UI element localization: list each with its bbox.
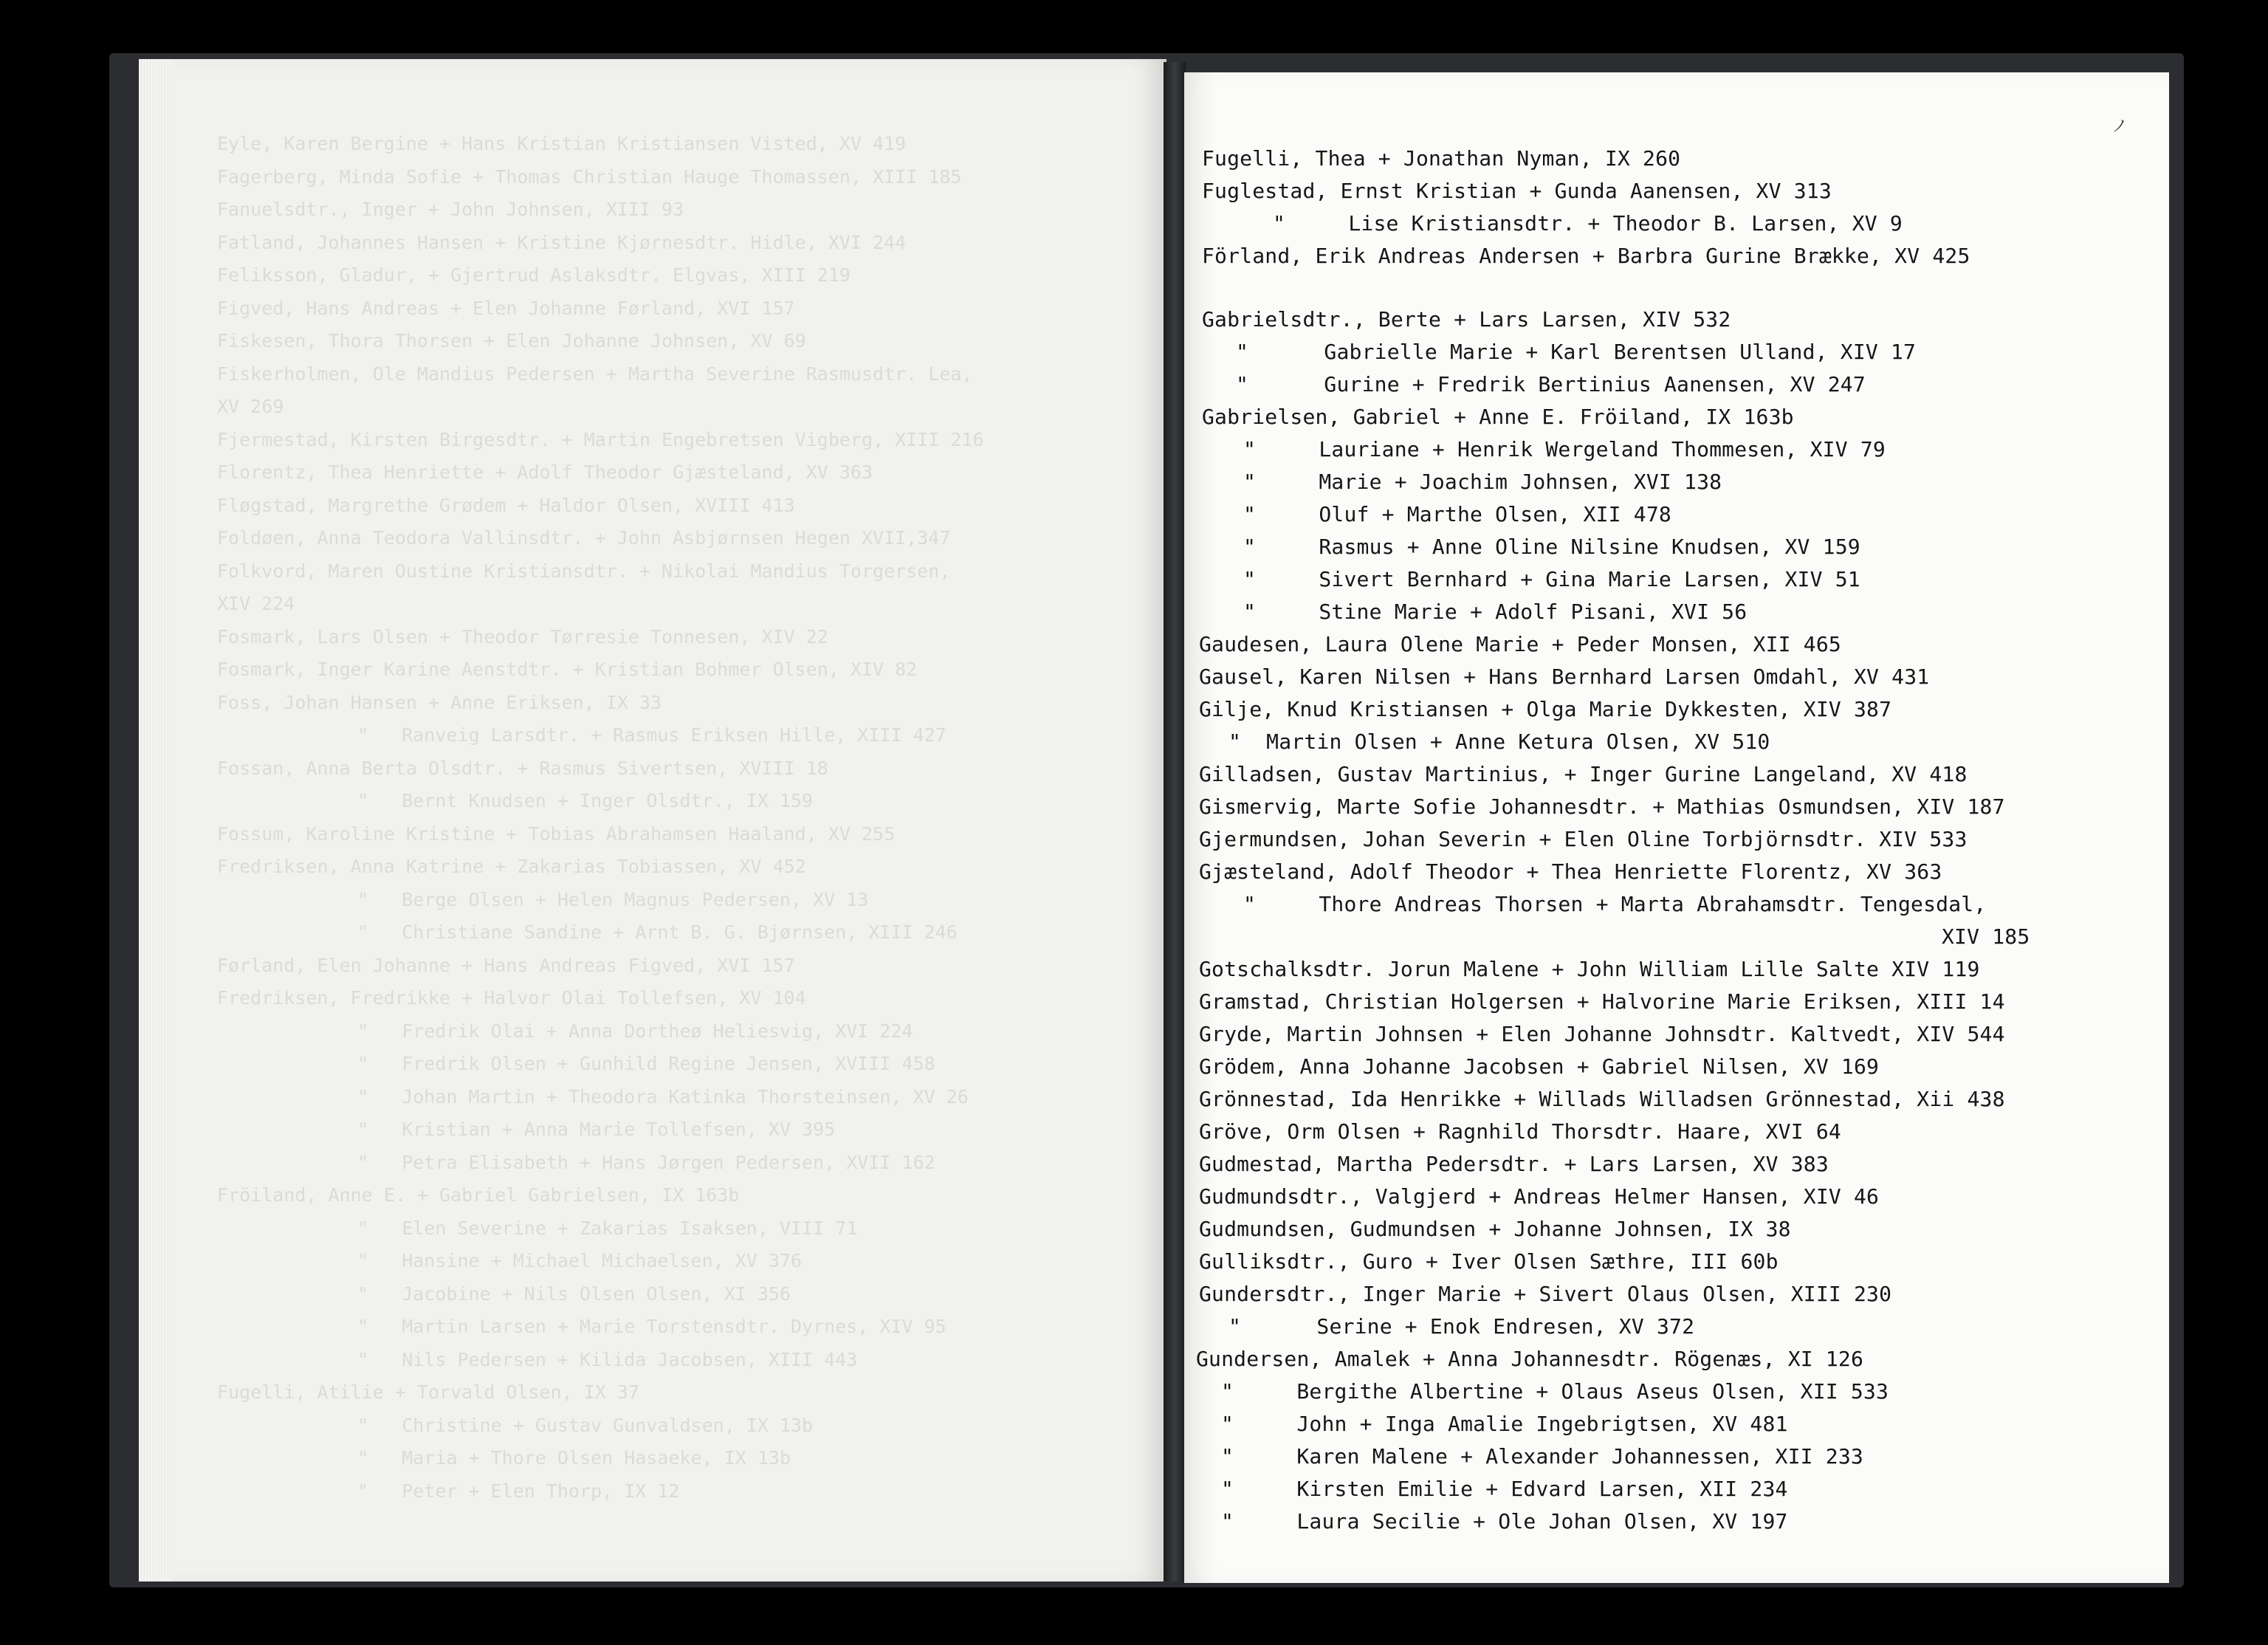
index-entry: " Gurine + Fredrik Bertinius Aanensen, XV 247 <box>1236 372 1866 396</box>
faded-line: Figved, Hans Andreas + Elen Johanne Førland, XVI 157 <box>217 297 795 319</box>
faded-line: Feliksson, Gladur, + Gjertrud Aslaksdtr. Elgvas, XIII 219 <box>217 264 850 286</box>
faded-line: XIV 224 <box>217 593 295 614</box>
index-entry: Fuglestad, Ernst Kristian + Gunda Aanensen, XV 313 <box>1202 179 1832 203</box>
faded-line: " Petra Elisabeth + Hans Jørgen Pedersen, XVII 162 <box>357 1151 935 1173</box>
faded-line: " Fredrik Olai + Anna Dortheø Heliesvig, XVI 224 <box>357 1020 913 1042</box>
index-entry: " Karen Malene + Alexander Johannessen, XII 233 <box>1221 1444 1863 1469</box>
faded-line: Fagerberg, Minda Sofie + Thomas Christian Hauge Thomassen, XIII 185 <box>217 165 962 188</box>
index-entry: " Lise Kristiansdtr. + Theodor B. Larsen, XV 9 <box>1273 211 1903 236</box>
index-entry: Gilladsen, Gustav Martinius, + Inger Gurine Langeland, XV 418 <box>1199 762 1968 786</box>
faded-line: Fiskesen, Thora Thorsen + Elen Johanne Johnsen, XV 69 <box>217 330 806 351</box>
index-entry: " Thore Andreas Thorsen + Marta Abrahamsdtr. Tengesdal, <box>1243 892 1987 916</box>
faded-line: Fredriksen, Fredrikke + Halvor Olai Tollefsen, XV 104 <box>217 987 806 1009</box>
left-page <box>173 59 1166 1582</box>
index-entry: " Lauriane + Henrik Wergeland Thommesen, XIV 79 <box>1243 437 1886 461</box>
index-entry: Gabrielsen, Gabriel + Anne E. Fröiland, IX 163b <box>1202 405 1794 429</box>
index-entry: " Oluf + Marthe Olsen, XII 478 <box>1243 502 1671 526</box>
index-entry: " Kirsten Emilie + Edvard Larsen, XII 234 <box>1221 1477 1788 1501</box>
faded-line: " Nils Pedersen + Kilida Jacobsen, XIII 443 <box>357 1348 858 1370</box>
faded-line: " Kristian + Anna Marie Tollefsen, XV 395 <box>357 1119 836 1140</box>
index-entry: " Bergithe Albertine + Olaus Aseus Olsen, XII 533 <box>1221 1379 1889 1404</box>
faded-line: Fanuelsdtr., Inger + John Johnsen, XIII 93 <box>217 199 684 220</box>
index-entry: " John + Inga Amalie Ingebrigtsen, XV 481 <box>1221 1412 1788 1436</box>
faded-line: " Maria + Thore Olsen Hasaeke, IX 13b <box>357 1447 791 1469</box>
faded-line: Fløgstad, Margrethe Grødem + Haldor Olsen, XVIII 413 <box>217 494 795 516</box>
faded-line: " Elen Severine + Zakarias Isaksen, VIII 71 <box>357 1217 858 1239</box>
bleed-through-text <box>173 59 1166 1582</box>
faded-line: Fiskerholmen, Ole Mandius Pedersen + Martha Severine Rasmusdtr. Lea, <box>217 363 973 385</box>
faded-line: Eyle, Karen Bergine + Hans Kristian Kristiansen Visted, XV 419 <box>217 133 907 154</box>
book-gutter <box>1164 62 1186 1582</box>
faded-line: " Christiane Sandine + Arnt B. G. Bjørnsen, XIII 246 <box>357 921 958 943</box>
corner-mark: ノ <box>2111 117 2128 136</box>
faded-line: Fugelli, Atilie + Torvald Olsen, IX 37 <box>217 1381 639 1403</box>
index-entry: Gaudesen, Laura Olene Marie + Peder Monsen, XII 465 <box>1199 632 1841 656</box>
faded-line: XV 269 <box>217 396 284 417</box>
faded-line: Fjermestad, Kirsten Birgesdtr. + Martin Engebretsen Vigberg, XIII 216 <box>217 428 984 450</box>
faded-line: Fossan, Anna Berta Olsdtr. + Rasmus Sivertsen, XVIII 18 <box>217 757 828 779</box>
faded-line: " Fredrik Olsen + Gunhild Regine Jensen, XVIII 458 <box>357 1053 935 1074</box>
faded-line: " Jacobine + Nils Olsen Olsen, XI 356 <box>357 1282 791 1305</box>
index-entry: " Laura Secilie + Ole Johan Olsen, XV 197 <box>1221 1509 1788 1534</box>
right-page <box>1184 72 2169 1583</box>
page-edges <box>139 59 174 1582</box>
index-entry: Gismervig, Marte Sofie Johannesdtr. + Mathias Osmundsen, XIV 187 <box>1199 794 2005 819</box>
index-entry: XIV 185 <box>1942 924 2030 949</box>
faded-line: Florentz, Thea Henriette + Adolf Theodor Gjæsteland, XV 363 <box>217 461 873 483</box>
index-entry: Fugelli, Thea + Jonathan Nyman, IX 260 <box>1202 146 1681 171</box>
index-entry: " Marie + Joachim Johnsen, XVI 138 <box>1243 470 1722 494</box>
faded-line: " Ranveig Larsdtr. + Rasmus Eriksen Hille, XIII 427 <box>357 724 946 746</box>
faded-line: Fosmark, Lars Olsen + Theodor Tørresie Tonnesen, XIV 22 <box>217 625 828 648</box>
index-entry: " Serine + Enok Endresen, XV 372 <box>1228 1314 1695 1339</box>
index-entry: Gudmestad, Martha Pedersdtr. + Lars Larsen, XV 383 <box>1199 1152 1829 1176</box>
faded-line: Førland, Elen Johanne + Hans Andreas Figved, XVI 157 <box>217 954 795 976</box>
index-entry: Gjermundsen, Johan Severin + Elen Oline Torbjörnsdtr. XIV 533 <box>1199 827 1968 851</box>
index-entry: Förland, Erik Andreas Andersen + Barbra Gurine Brække, XV 425 <box>1202 244 1970 268</box>
faded-line: " Johan Martin + Theodora Katinka Thorsteinsen, XV 26 <box>357 1085 969 1107</box>
index-entry: Grödem, Anna Johanne Jacobsen + Gabriel Nilsen, XV 169 <box>1199 1054 1880 1079</box>
index-entry: " Sivert Bernhard + Gina Marie Larsen, XIV 51 <box>1243 567 1860 591</box>
faded-line: Fosmark, Inger Karine Aenstdtr. + Kristian Bohmer Olsen, XIV 82 <box>217 659 918 680</box>
faded-line: Foldøen, Anna Teodora Vallinsdtr. + John Asbjørnsen Hegen XVII,347 <box>217 527 951 549</box>
index-entry: " Stine Marie + Adolf Pisani, XVI 56 <box>1243 600 1748 624</box>
faded-line: " Bernt Knudsen + Inger Olsdtr., IX 159 <box>357 790 814 811</box>
index-entry: Grönnestad, Ida Henrikke + Willads Willadsen Grönnestad, Xii 438 <box>1199 1087 2005 1111</box>
index-entry: Gudmundsen, Gudmundsen + Johanne Johnsen, IX 38 <box>1199 1217 1791 1241</box>
faded-line: " Berge Olsen + Helen Magnus Pedersen, XV 13 <box>357 888 869 910</box>
index-entry: Gryde, Martin Johnsen + Elen Johanne Johnsdtr. Kaltvedt, XIV 544 <box>1199 1022 2005 1046</box>
index-entry: " Gabrielle Marie + Karl Berentsen Ulland, XIV 17 <box>1236 340 1917 364</box>
index-entry: Gundersdtr., Inger Marie + Sivert Olaus Olsen, XIII 230 <box>1199 1282 1892 1306</box>
index-entry: Gundersen, Amalek + Anna Johannesdtr. Rögenæs, XI 126 <box>1196 1347 1864 1371</box>
faded-line: Fossum, Karoline Kristine + Tobias Abrahamsen Haaland, XV 255 <box>217 822 896 845</box>
faded-line: Fredriksen, Anna Katrine + Zakarias Tobiassen, XV 452 <box>217 856 806 877</box>
index-entry: Gabrielsdtr., Berte + Lars Larsen, XIV 532 <box>1202 307 1731 332</box>
faded-line: " Hansine + Michael Michaelsen, XV 376 <box>357 1250 803 1271</box>
faded-line: " Christine + Gustav Gunvaldsen, IX 13b <box>357 1414 814 1436</box>
index-entry: Gulliksdtr., Guro + Iver Olsen Sæthre, III 60b <box>1199 1249 1779 1274</box>
index-entry: Gröve, Orm Olsen + Ragnhild Thorsdtr. Haare, XVI 64 <box>1199 1119 1841 1144</box>
index-entry: Gudmundsdtr., Valgjerd + Andreas Helmer Hansen, XIV 46 <box>1199 1184 1880 1209</box>
faded-line: Fröiland, Anne E. + Gabriel Gabrielsen, IX 163b <box>217 1184 740 1206</box>
index-entries <box>1184 72 2169 1583</box>
index-entry: " Rasmus + Anne Oline Nilsine Knudsen, XV 159 <box>1243 535 1860 559</box>
index-entry: " Martin Olsen + Anne Ketura Olsen, XV 510 <box>1228 729 1770 754</box>
index-entry: Gramstad, Christian Holgersen + Halvorine Marie Eriksen, XIII 14 <box>1199 989 2005 1014</box>
faded-line: Folkvord, Maren Oustine Kristiansdtr. + Nikolai Mandius Torgersen, <box>217 560 951 582</box>
index-entry: Gotschalksdtr. Jorun Malene + John William Lille Salte XIV 119 <box>1199 957 1980 981</box>
faded-line: " Martin Larsen + Marie Torstensdtr. Dyrnes, XIV 95 <box>357 1316 946 1337</box>
index-entry: Gilje, Knud Kristiansen + Olga Marie Dykkesten, XIV 387 <box>1199 697 1892 721</box>
index-entry: Gjæsteland, Adolf Theodor + Thea Henriette Florentz, XV 363 <box>1199 859 1942 884</box>
faded-line: Foss, Johan Hansen + Anne Eriksen, IX 33 <box>217 691 662 713</box>
index-entry: Gausel, Karen Nilsen + Hans Bernhard Larsen Omdahl, XV 431 <box>1199 664 1930 689</box>
faded-line: Fatland, Johannes Hansen + Kristine Kjørnesdtr. Hidle, XVI 244 <box>217 231 907 253</box>
faded-line: " Peter + Elen Thorp, IX 12 <box>357 1480 680 1502</box>
